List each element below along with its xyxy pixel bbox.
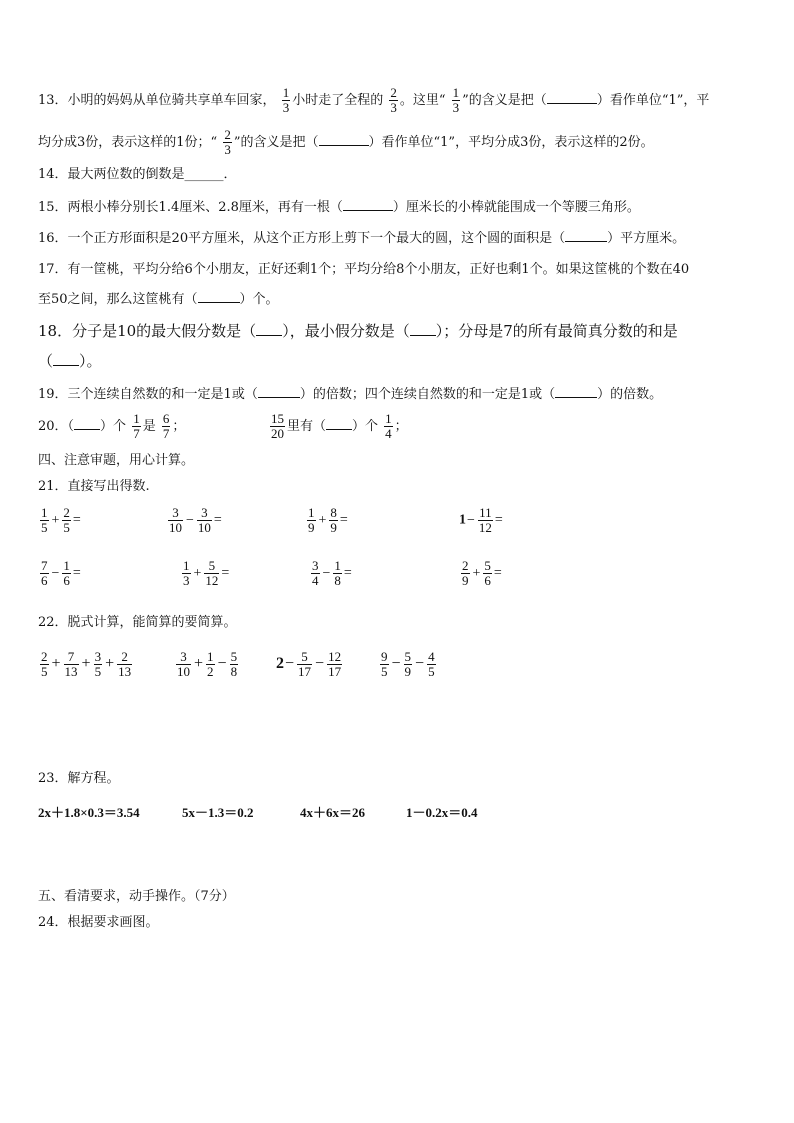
question-16: 16．一个正方形面积是20平方厘米，从这个正方形上剪下一个最大的圆，这个圆的面积是（ ）平方厘米。 bbox=[38, 231, 686, 246]
answer-blank[interactable] bbox=[74, 417, 100, 430]
answer-blank[interactable] bbox=[555, 385, 597, 398]
equation-3: 4x＋6x＝26 bbox=[300, 805, 366, 820]
answer-blank[interactable] bbox=[256, 323, 282, 336]
calc-item: $\frac{2}{9}$ + $\frac{5}{6}$ = bbox=[462, 558, 502, 588]
calc-item: $\frac{1}{9}$ + $\frac{8}{9}$ = bbox=[308, 505, 348, 535]
answer-blank[interactable] bbox=[258, 385, 300, 398]
section-5-heading: 五、看清要求，动手操作。（7分） bbox=[38, 889, 235, 904]
question-23-title: 23．解方程。 bbox=[38, 771, 120, 786]
fraction: $\frac{2}{3}$ bbox=[390, 85, 397, 115]
question-21-title: 21．直接写出得数. bbox=[38, 479, 150, 494]
fraction: $\frac{1}{3}$ bbox=[282, 85, 290, 115]
expression-4: $\frac{9}{5}$ − $\frac{5}{9}$ − $\frac{4}{5}$ bbox=[381, 649, 435, 679]
question-22-title: 22．脱式计算，能简算的要简算。 bbox=[38, 615, 237, 630]
expression-1: $\frac{2}{5}$ + $\frac{7}{13}$ + $\frac{3}{5}$ + $\frac{2}{13}$ bbox=[41, 649, 132, 679]
expression-3: 2− $\frac{5}{17}$ − $\frac{12}{17}$ bbox=[276, 649, 342, 679]
calc-item: $\frac{3}{4}$ − $\frac{1}{8}$ = bbox=[312, 558, 352, 588]
equation-2: 5x－1.3＝0.2 bbox=[182, 805, 254, 820]
question-13-line-1: 13．小明的妈妈从单位骑共享单车回家， $\frac{1}{3}$ 小时走了全程的 $\frac{2}{3}$ 。这里“ $\frac{1}{3}$ ”的含义是把（ ）看作单位“1”，平 bbox=[38, 85, 710, 115]
fraction: $\frac{1}{4}$ bbox=[385, 411, 392, 441]
question-18-line-2: （ ）。 bbox=[38, 352, 102, 370]
question-17-line-2: 至50之间，那么这筐桃有（ ）个。 bbox=[38, 292, 279, 307]
expression-2: $\frac{3}{10}$ + $\frac{1}{2}$ − $\frac{5}{8}$ bbox=[177, 649, 238, 679]
answer-blank[interactable] bbox=[198, 290, 240, 303]
question-15: 15．两根小棒分别长1.4厘米、2.8厘米，再有一根（ ）厘米长的小棒就能围成一个等腰三角形。 bbox=[38, 200, 640, 215]
question-20-part-2: $\frac{15}{20}$ 里有（ ）个 $\frac{1}{4}$ ； bbox=[271, 411, 408, 441]
answer-blank[interactable] bbox=[565, 229, 607, 242]
answer-blank[interactable] bbox=[410, 323, 436, 336]
fraction: $\frac{6}{7}$ bbox=[162, 411, 170, 441]
calc-item: $\frac{1}{3}$ + $\frac{5}{12}$ = bbox=[183, 558, 230, 588]
question-18-line-1: 18．分子是10的最大假分数是（ ），最小假分数是（ ）；分母是7的所有最简真分数的和是 bbox=[38, 322, 678, 340]
calc-item: $\frac{3}{10}$ − $\frac{3}{10}$ = bbox=[169, 505, 222, 535]
fraction: $\frac{1}{7}$ bbox=[133, 411, 140, 441]
question-24: 24．根据要求画图。 bbox=[38, 915, 159, 930]
question-13-line-2: 均分成3份，表示这样的1份；“ $\frac{2}{3}$ ”的含义是把（ ）看作单位“1”，平均分成3份，表示这样的2份。 bbox=[38, 127, 654, 157]
calc-item: 1− $\frac{11}{12}$ = bbox=[459, 505, 503, 535]
question-19: 19．三个连续自然数的和一定是1或（ ）的倍数；四个连续自然数的和一定是1或（ ）的倍数。 bbox=[38, 387, 663, 402]
fraction: $\frac{1}{3}$ bbox=[452, 85, 460, 115]
equation-4: 1－0.2x＝0.4 bbox=[406, 805, 478, 820]
fraction: $\frac{2}{3}$ bbox=[224, 127, 231, 157]
answer-blank[interactable] bbox=[343, 198, 393, 211]
question-17-line-1: 17．有一筐桃，平均分给6个小朋友，正好还剩1个；平均分给8个小朋友，正好也剩1个。如果这筐桃的个数在40 bbox=[38, 262, 690, 277]
question-14: 14．最大两位数的倒数是______． bbox=[38, 167, 237, 182]
fraction: $\frac{15}{20}$ bbox=[271, 411, 284, 441]
section-4-heading: 四、注意审题，用心计算。 bbox=[38, 453, 195, 468]
question-20: 20．（ ）个 $\frac{1}{7}$ 是 $\frac{6}{7}$ ； bbox=[38, 411, 186, 441]
answer-blank[interactable] bbox=[547, 91, 597, 104]
calc-item: $\frac{1}{5}$ + $\frac{2}{5}$ = bbox=[41, 505, 81, 535]
equation-1: 2x＋1.8×0.3＝3.54 bbox=[38, 805, 140, 820]
calc-item: $\frac{7}{6}$ − $\frac{1}{6}$ = bbox=[41, 558, 81, 588]
answer-blank[interactable] bbox=[53, 353, 79, 366]
answer-blank[interactable] bbox=[319, 133, 369, 146]
answer-blank[interactable] bbox=[326, 417, 352, 430]
